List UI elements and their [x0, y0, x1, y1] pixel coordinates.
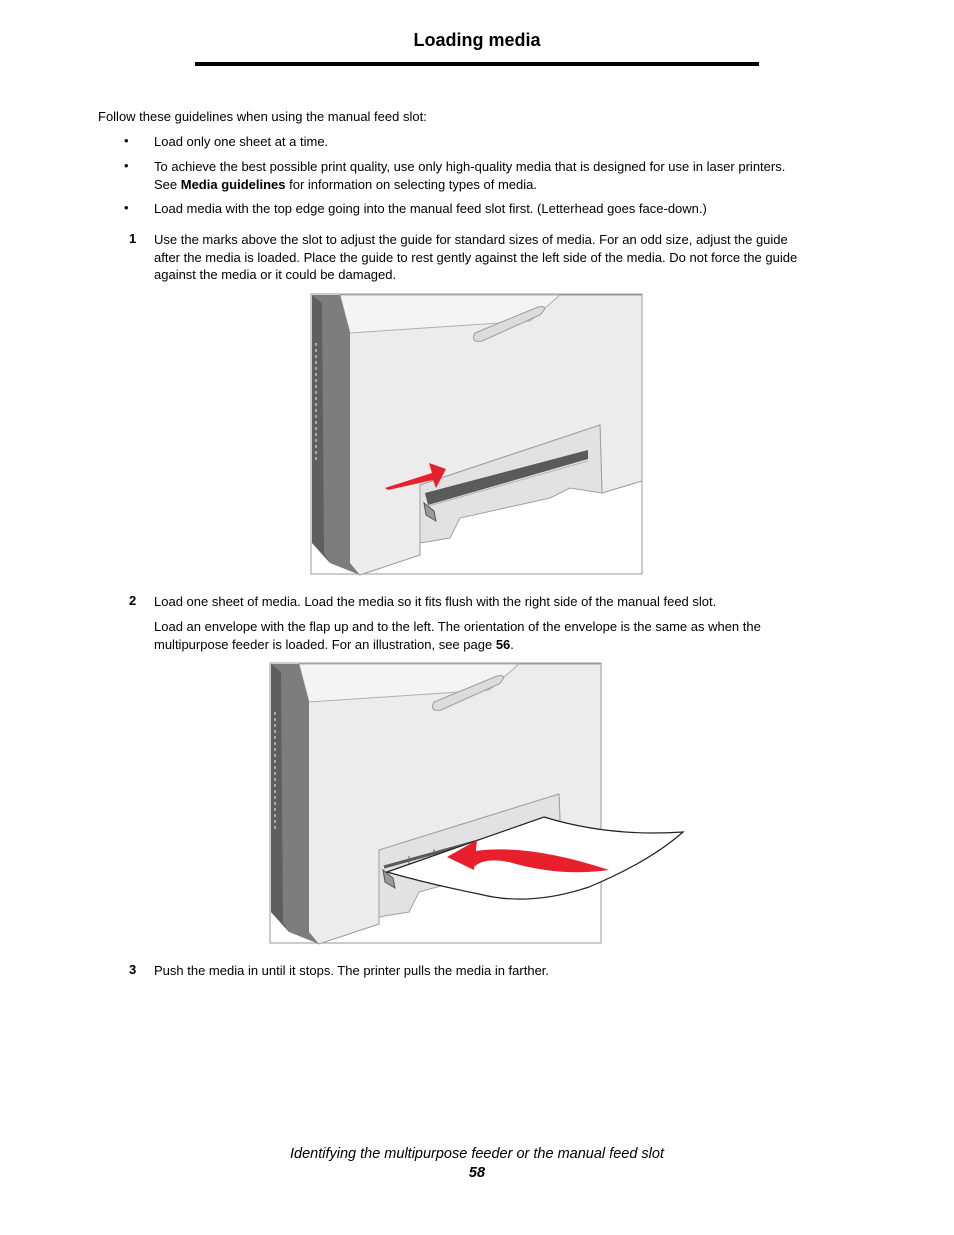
- page-reference[interactable]: 56: [495, 636, 511, 652]
- page-header-title: Loading media: [413, 30, 541, 50]
- intro-text: Follow these guidelines when using the manual feed slot:: [98, 109, 427, 124]
- step-2-envelope-text: [154, 618, 761, 653]
- step-2-sub-line2: multipurpose feeder is loaded. For an illustration, see page: [154, 636, 496, 652]
- step-2-sub-line1: Load an envelope with the flap up and to the left. The orientation of the envelope is the same as when the: [154, 619, 761, 634]
- step-3-number: 3: [129, 962, 137, 977]
- footer-section-title: Identifying the multipurpose feeder or the manual feed slot: [289, 1146, 664, 1162]
- bullet-top-edge: Load media with the top edge going into the manual feed slot first. (Letterhead goes face-down.): [154, 201, 707, 216]
- bullet-print-quality: [154, 158, 785, 193]
- step-1-line1: Use the marks above the slot to adjust the guide for standard sizes of media. For an odd size, adjust the guide: [154, 232, 788, 247]
- bullet-symbol: •: [124, 200, 129, 215]
- bullet-symbol: •: [124, 158, 129, 173]
- header-rule: [195, 62, 759, 66]
- step-2-text: Load one sheet of media. Load the media so it fits flush with the right side of the manual feed slot.: [154, 594, 717, 609]
- printer-guide-illustration: [310, 293, 644, 577]
- step-2-number: 2: [129, 593, 137, 608]
- step-1-line3: against the media or it could be damaged.: [154, 267, 397, 282]
- printer-media-illustration: [269, 662, 687, 946]
- bullet-one-sheet: Load only one sheet at a time.: [154, 134, 329, 149]
- step-2-sub-end: .: [510, 636, 514, 652]
- step-3-text: Push the media in until it stops. The printer pulls the media in farther.: [154, 963, 550, 978]
- media-guidelines-link[interactable]: Media guidelines: [180, 176, 286, 192]
- bullet-symbol: •: [124, 133, 129, 148]
- step-1-text: [154, 231, 797, 284]
- bullet-after-text: for information on selecting types of media.: [285, 176, 537, 192]
- step-1-line2: after the media is loaded. Place the guide to rest gently against the left side of the media. Do not force the guide: [154, 249, 798, 265]
- step-1-number: 1: [129, 231, 137, 246]
- footer-page-number: 58: [468, 1165, 486, 1181]
- bullet-print-quality-line1: To achieve the best possible print quality, use only high-quality media that is designed for use in laser printers.: [154, 159, 786, 174]
- bullet-see-text: See: [154, 176, 181, 192]
